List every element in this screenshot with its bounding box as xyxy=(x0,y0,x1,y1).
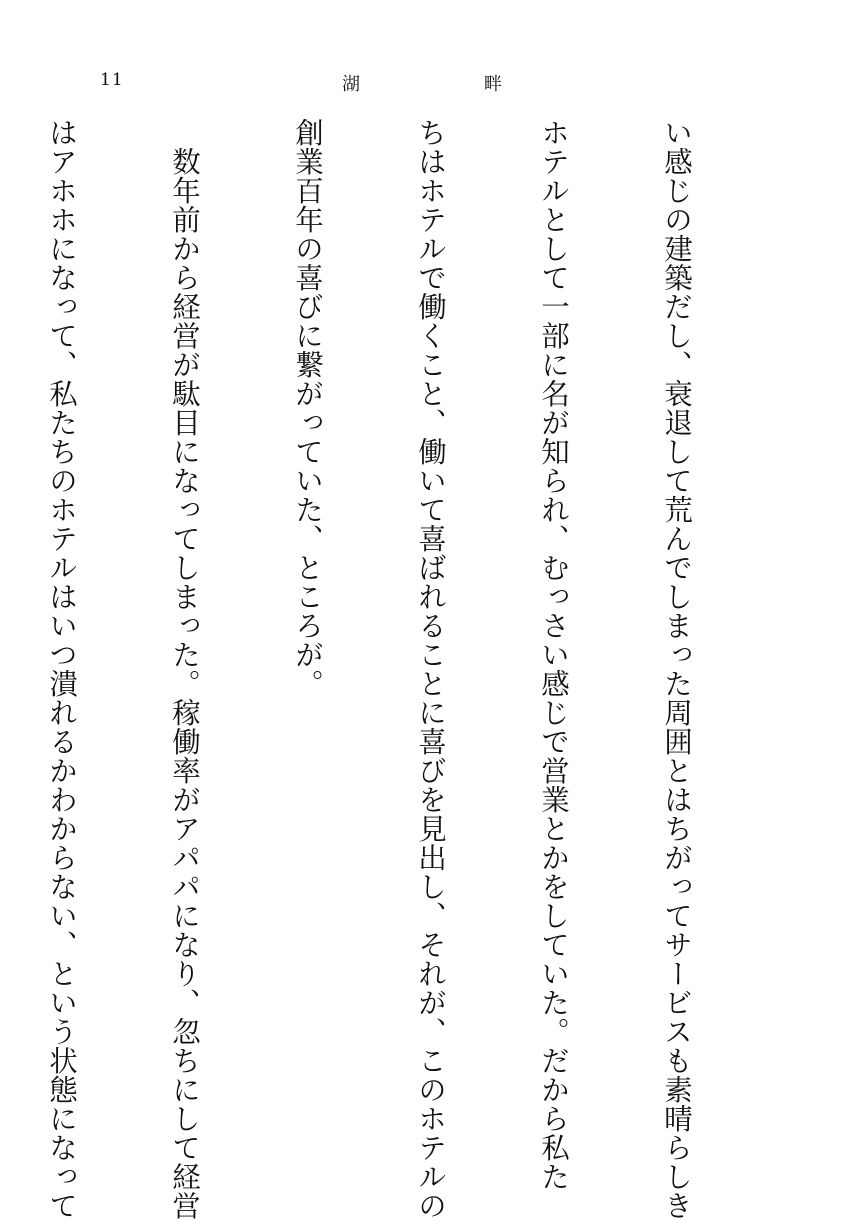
text-line: 数年前から経営が駄目になってしまった。稼働率がアパパになり、忽ちにして経営 xyxy=(168,118,201,1220)
text-line: ちはホテルで働くこと、働いて喜ばれることに喜びを見出し、それが、このホテルの xyxy=(414,118,447,1220)
running-title-right: 畔 xyxy=(484,74,502,95)
vertical-body-text xyxy=(0,118,779,1220)
text-line: はアホホになって、私たちのホテルはいつ潰れるかわからない、という状態になって xyxy=(45,118,78,1220)
text-line: ホテルとして一部に名が知られ、むっさい感じで営業とかをしていた。だから私た xyxy=(537,118,570,1191)
text-line: い感じの建築だし、衰退して荒んでしまった周囲とはちがってサービスも素晴らしき xyxy=(660,118,693,1220)
text-line: 創業百年の喜びに繋がっていた、ところが。 xyxy=(291,118,324,698)
page-number: 11 xyxy=(100,70,124,90)
running-title-left: 湖 xyxy=(342,74,360,95)
